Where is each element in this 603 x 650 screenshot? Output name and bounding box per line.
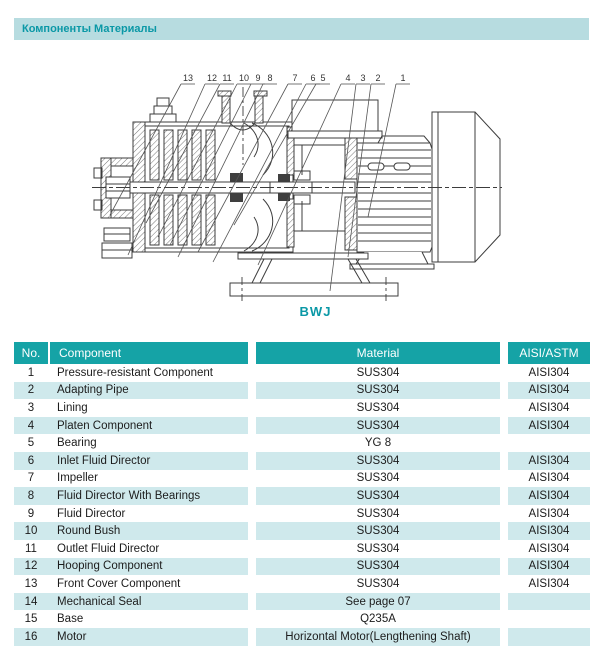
table-row	[14, 575, 590, 593]
cell-material: SUS304	[356, 507, 400, 520]
cell-component: Base	[57, 613, 84, 626]
cell-material: See page 07	[256, 593, 500, 611]
table-body	[14, 364, 590, 646]
cell-no: 11	[25, 542, 37, 555]
cell-aisi-astm: AISI304	[508, 382, 590, 400]
cell-material: SUS304	[256, 522, 500, 540]
cell-no: 7	[27, 472, 35, 485]
cell-component: Fluid Director With Bearings	[48, 487, 248, 505]
cell-component: Round Bush	[48, 522, 248, 540]
cell-material: Horizontal Motor(Lengthening Shaft)	[256, 628, 500, 646]
cell-aisi-astm	[508, 593, 590, 611]
table-row	[14, 417, 590, 435]
cell-no: 13	[24, 577, 38, 590]
table-row	[14, 540, 590, 558]
callout-5: 5	[320, 73, 326, 83]
section-header-bar	[14, 18, 589, 40]
cell-material: SUS304	[356, 577, 400, 590]
cell-component: Platen Component	[48, 417, 248, 435]
table-row	[14, 434, 590, 452]
cell-no: 4	[14, 417, 48, 435]
cell-material: SUS304	[356, 542, 400, 555]
cell-no: 10	[14, 522, 48, 540]
callout-7: 7	[292, 73, 298, 83]
callout-6: 6	[310, 73, 316, 83]
callout-11: 11	[222, 73, 232, 83]
cell-component: Hooping Component	[48, 558, 248, 576]
cell-component: Fluid Director	[57, 507, 126, 520]
cell-no: 16	[14, 628, 48, 646]
cell-aisi-astm: AISI304	[508, 558, 590, 576]
cell-component: Inlet Fluid Director	[48, 452, 248, 470]
section-title: Компоненты Материалы	[22, 23, 157, 35]
table-row	[14, 558, 590, 576]
cell-component: Front Cover Component	[57, 577, 181, 590]
cell-aisi-astm: AISI304	[528, 401, 570, 414]
cell-aisi-astm: AISI304	[508, 417, 590, 435]
column-header-aisi-astm: AISI/ASTM	[508, 342, 590, 364]
cell-no: 1	[27, 366, 35, 379]
table-row	[14, 628, 590, 646]
table-row	[14, 610, 590, 628]
cell-component: Lining	[57, 401, 88, 414]
table-row	[14, 487, 590, 505]
callout-3: 3	[360, 73, 366, 83]
cell-component: Adapting Pipe	[48, 382, 248, 400]
cell-aisi-astm: AISI304	[528, 507, 570, 520]
table-row	[14, 505, 590, 523]
cell-material: SUS304	[356, 366, 400, 379]
callout-2: 2	[375, 73, 381, 83]
cell-no: 6	[14, 452, 48, 470]
cell-component: Bearing	[57, 437, 97, 450]
cell-aisi-astm: AISI304	[508, 487, 590, 505]
callout-8: 8	[267, 73, 273, 83]
model-label: BWJ	[299, 304, 332, 319]
cell-component: Outlet Fluid Director	[57, 542, 160, 555]
callout-12: 12	[206, 73, 218, 83]
callout-1: 1	[400, 73, 406, 83]
cell-material: SUS304	[356, 401, 400, 414]
cell-material: SUS304	[256, 417, 500, 435]
table-row	[14, 470, 590, 488]
callout-numbers	[183, 73, 406, 83]
table-row	[14, 522, 590, 540]
cell-material: SUS304	[356, 472, 400, 485]
callout-10: 10	[238, 73, 250, 83]
callout-13: 13	[182, 73, 194, 83]
table-row	[14, 593, 590, 611]
cell-material: SUS304	[256, 382, 500, 400]
cell-no: 3	[27, 401, 35, 414]
cell-no: 2	[14, 382, 48, 400]
cell-no: 9	[27, 507, 35, 520]
column-header-material: Material	[256, 342, 500, 364]
cell-component: Pressure-resistant Component	[57, 366, 213, 379]
cell-material: Q235A	[360, 613, 396, 626]
cell-material: SUS304	[256, 452, 500, 470]
table-header-row	[14, 342, 590, 364]
cell-component: Motor	[48, 628, 248, 646]
column-header-component: Component	[50, 342, 248, 364]
cell-material: SUS304	[256, 558, 500, 576]
pump-cross-section-diagram	[0, 65, 603, 305]
cell-material: SUS304	[256, 487, 500, 505]
cell-aisi-astm: AISI304	[528, 577, 570, 590]
cell-no: 12	[14, 558, 48, 576]
table-row	[14, 364, 590, 382]
cell-aisi-astm: AISI304	[528, 472, 570, 485]
table-row	[14, 382, 590, 400]
cell-no: 15	[24, 613, 38, 626]
column-header-no: No.	[14, 342, 50, 364]
cell-material: YG 8	[364, 437, 392, 450]
callout-4: 4	[345, 73, 351, 83]
cell-aisi-astm	[508, 434, 590, 452]
cell-aisi-astm: AISI304	[528, 366, 570, 379]
cell-no: 5	[27, 437, 35, 450]
materials-table	[14, 342, 590, 646]
table-row	[14, 399, 590, 417]
cell-aisi-astm	[508, 610, 590, 628]
cell-aisi-astm: AISI304	[508, 522, 590, 540]
cell-aisi-astm: AISI304	[508, 452, 590, 470]
cell-aisi-astm: AISI304	[528, 542, 570, 555]
table-row	[14, 452, 590, 470]
callout-9: 9	[255, 73, 261, 83]
cell-no: 14	[14, 593, 48, 611]
cell-component: Impeller	[57, 472, 98, 485]
cell-aisi-astm	[508, 628, 590, 646]
cell-component: Mechanical Seal	[48, 593, 248, 611]
cell-no: 8	[14, 487, 48, 505]
